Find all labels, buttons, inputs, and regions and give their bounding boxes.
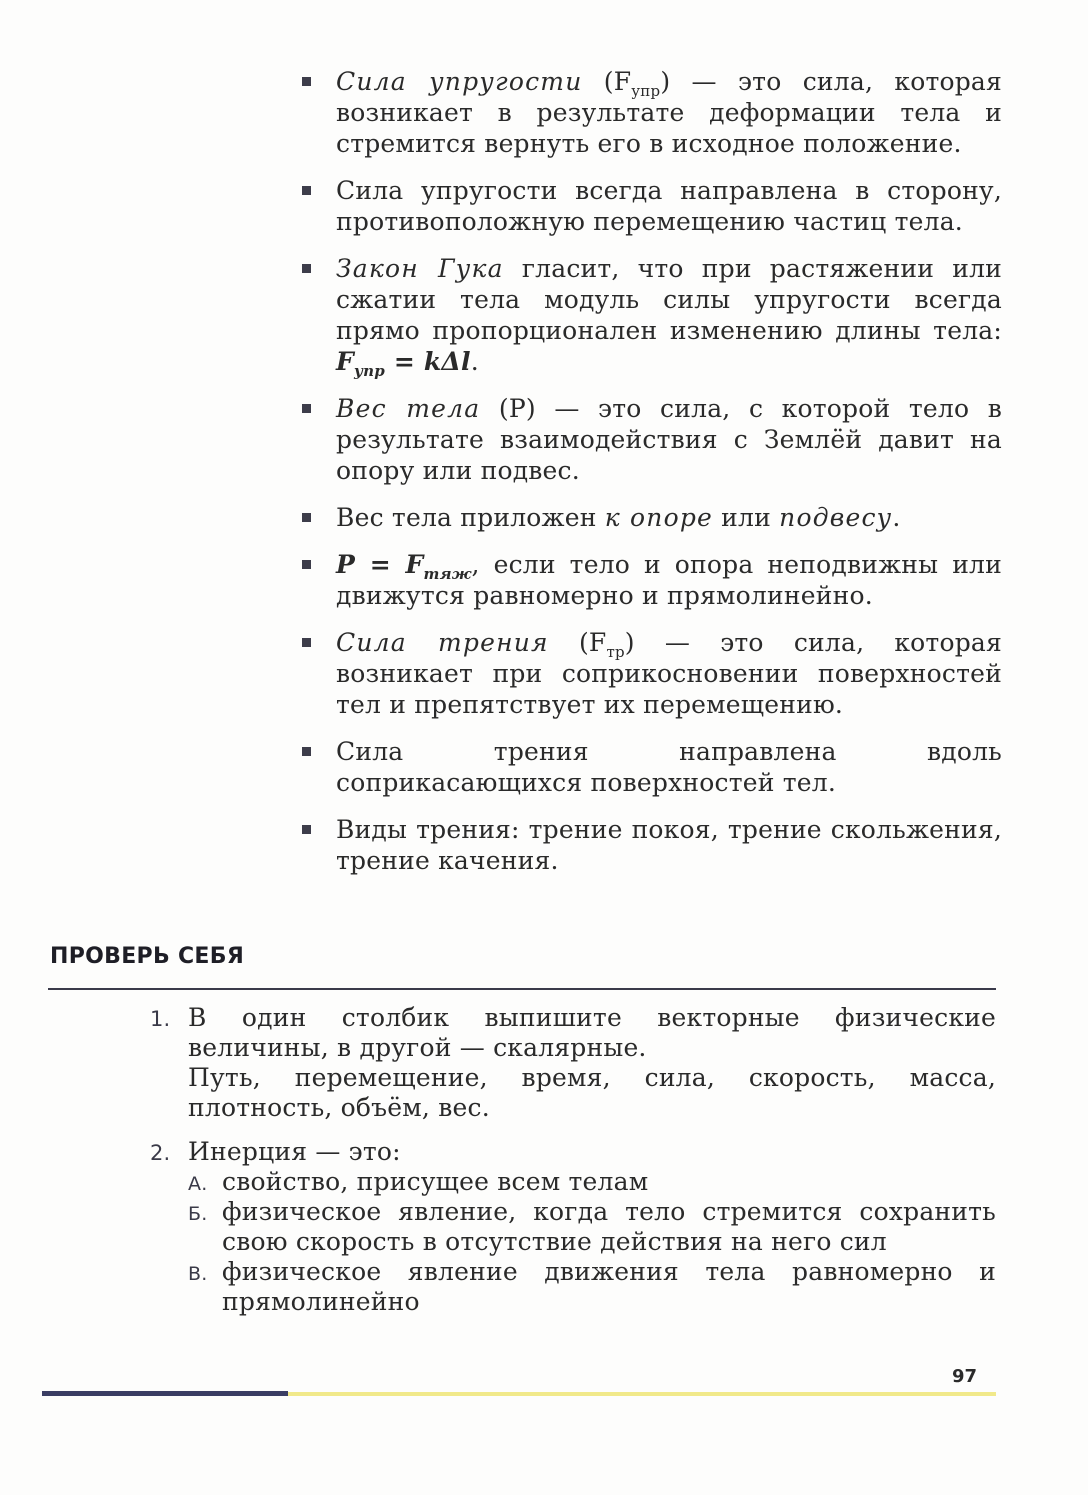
- square-bullet-icon: [302, 404, 311, 413]
- option-text: физическое явление движения тела равномерно и прямолинейно: [222, 1257, 996, 1316]
- list-item: [296, 66, 1002, 159]
- answer-option: [188, 1197, 996, 1257]
- item-text: Сила трения направлена вдоль соприкасающихся поверхностей тел.: [336, 737, 1002, 797]
- formula-main: F: [336, 347, 354, 376]
- item-text: , если тело и опора неподвижны или движутся равномерно и прямолинейно.: [336, 550, 1002, 610]
- symbol-close: ): [624, 628, 635, 657]
- list-item: [296, 253, 1003, 380]
- question-number: 2.: [150, 1141, 171, 1165]
- formula-subscript: тяж: [423, 565, 472, 583]
- list-item: [296, 175, 1002, 237]
- list-item: [296, 393, 1002, 486]
- formula-subscript: упр: [353, 362, 385, 380]
- definition-text: — это сила, которая возникает в результате деформации тела и стремится вернуть его в исходное положение.: [336, 67, 1003, 158]
- formula-rest: = kΔl: [384, 347, 471, 376]
- square-bullet-icon: [302, 77, 311, 86]
- question-list: [150, 1003, 996, 1331]
- square-bullet-icon: [302, 513, 311, 522]
- item-end: .: [892, 503, 901, 532]
- subscript: тр: [606, 643, 625, 661]
- term: Закон Гука: [336, 254, 504, 283]
- item-text: или: [713, 503, 780, 532]
- square-bullet-icon: [302, 186, 311, 195]
- question-number: 1.: [150, 1007, 171, 1031]
- option-text: физическое явление, когда тело стремится сохранить свою скорость в отсутствие действия на него сил: [222, 1197, 996, 1256]
- list-item: [296, 502, 1002, 533]
- option-label: А.: [188, 1173, 208, 1195]
- formula-main: P = F: [336, 550, 424, 579]
- definition-text: — это сила, которая возникает при соприкосновении поверхностей тел и препятствует их перемещению.: [336, 628, 1002, 719]
- item-text: Вес тела приложен: [336, 503, 605, 532]
- emphasis: подвесу: [779, 503, 893, 532]
- item-text: гласит, что при растяжении или сжатии тела модуль силы упругости всегда прямо пропорционален изменению длины тела:: [336, 254, 1003, 345]
- definition-text: — это сила, с которой тело в результате взаимодействия с Землёй давит на опору или подвес.: [336, 394, 1002, 485]
- item-end: .: [470, 347, 479, 376]
- question-text: В один столбик выпишите векторные физические величины, в другой — скалярные.: [188, 1003, 996, 1062]
- item-text: Виды трения: трение покоя, трение скольжения, трение качения.: [336, 815, 1002, 875]
- answer-option: [188, 1257, 996, 1317]
- section-divider: [48, 988, 996, 990]
- answer-options: [188, 1167, 996, 1317]
- term: Сила трения: [336, 628, 549, 657]
- answer-option: [188, 1167, 996, 1197]
- page-number: 97: [952, 1366, 978, 1387]
- square-bullet-icon: [302, 264, 311, 273]
- hooke-formula: [336, 347, 471, 380]
- question-subtext: Путь, перемещение, время, сила, скорость, масса, плотность, объём, вес.: [188, 1063, 996, 1122]
- footer-bar-light: [288, 1392, 996, 1396]
- option-label: В.: [188, 1263, 208, 1285]
- square-bullet-icon: [302, 560, 311, 569]
- term: Вес тела: [336, 394, 481, 423]
- option-text: свойство, присущее всем телам: [222, 1167, 649, 1196]
- list-item: [296, 627, 1002, 720]
- weight-formula: [336, 550, 472, 583]
- list-item: [296, 549, 1002, 611]
- subscript: упр: [631, 82, 661, 100]
- section-heading: ПРОВЕРЬ СЕБЯ: [50, 944, 245, 969]
- item-text: Сила упругости всегда направлена в сторону, противоположную перемещению частиц тела.: [336, 176, 1002, 236]
- question-text: Инерция — это:: [188, 1137, 401, 1166]
- square-bullet-icon: [302, 825, 311, 834]
- symbol: (P): [480, 394, 536, 423]
- question-item: [150, 1137, 996, 1317]
- question-item: [150, 1003, 996, 1123]
- term: Сила упругости: [336, 67, 583, 96]
- footer-bar-dark: [42, 1391, 288, 1396]
- list-item: [296, 814, 1002, 876]
- square-bullet-icon: [302, 747, 311, 756]
- symbol: (F: [548, 628, 607, 657]
- symbol: (F: [582, 67, 632, 96]
- list-item: [296, 736, 1002, 798]
- symbol-close: ): [660, 67, 671, 96]
- square-bullet-icon: [302, 638, 311, 647]
- summary-list: [296, 66, 1002, 892]
- option-label: Б.: [188, 1203, 208, 1225]
- emphasis: к опоре: [604, 503, 714, 532]
